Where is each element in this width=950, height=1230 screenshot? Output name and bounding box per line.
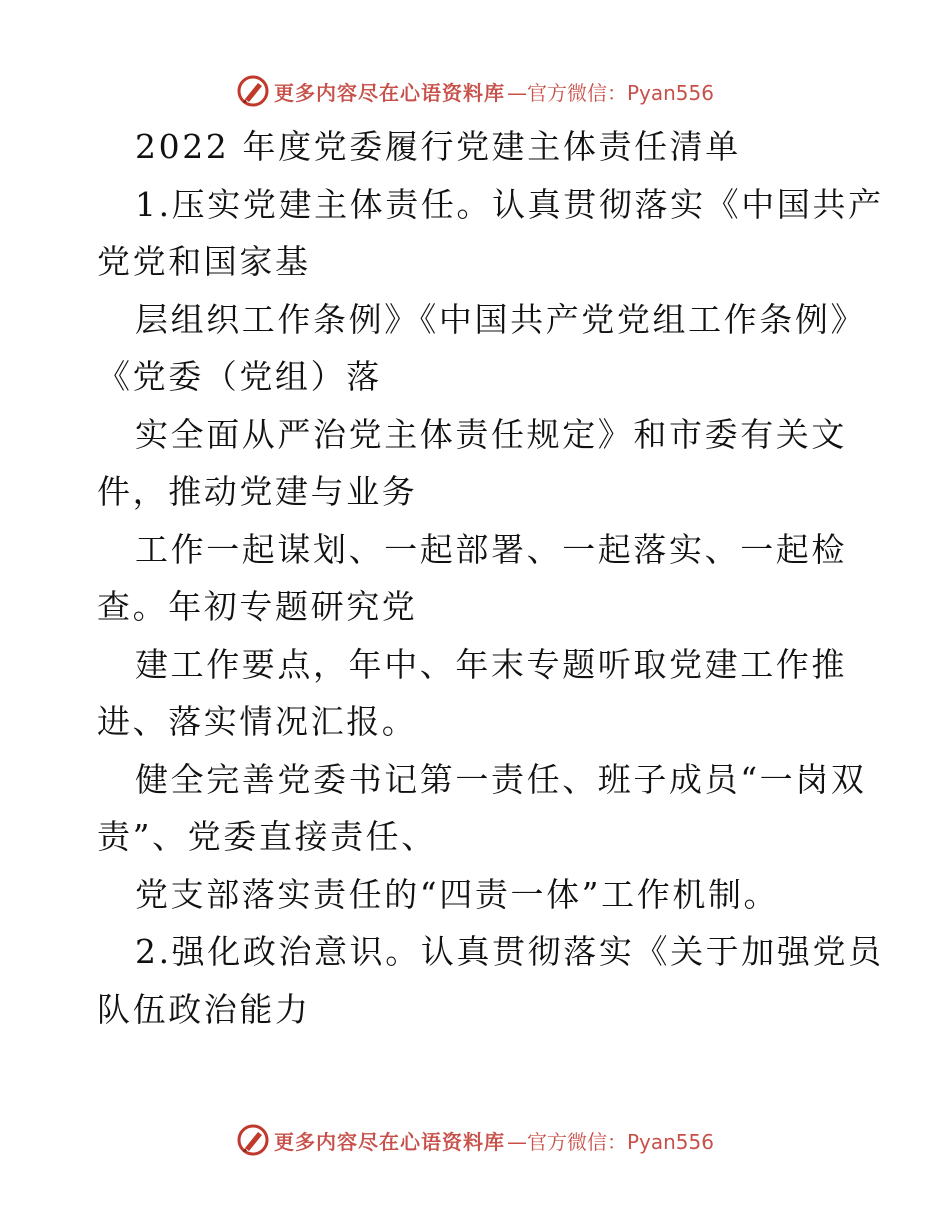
document-body xyxy=(97,118,884,1038)
watermark-contact: —官方微信：Pyan556 xyxy=(506,80,714,105)
doc-line: 党支部落实责任的“四责一体”工作机制。 xyxy=(135,874,780,914)
header-watermark xyxy=(0,74,950,108)
watermark-text: 更多内容尽在心语资料库 xyxy=(273,1129,505,1154)
doc-title: 2022 年度党委履行党建主体责任清单 xyxy=(135,127,741,166)
doc-line: 责”、党委直接责任、 xyxy=(97,817,437,856)
pen-logo-icon xyxy=(236,74,270,108)
pen-logo-icon xyxy=(236,1123,270,1157)
doc-line: 2.强化政治意识。认真贯彻落实《关于加强党员 xyxy=(135,932,884,971)
doc-line: 健全完善党委书记第一责任、班子成员“一岗双 xyxy=(135,759,867,799)
watermark-text: 更多内容尽在心语资料库 xyxy=(273,80,505,105)
watermark-contact: —官方微信：Pyan556 xyxy=(506,1129,714,1154)
doc-line: 1.压实党建主体责任。认真贯彻落实《中国共产 xyxy=(135,184,884,224)
footer-watermark xyxy=(0,1123,950,1157)
doc-line: 队伍政治能力 xyxy=(97,989,311,1029)
doc-line: 党党和国家基 xyxy=(97,242,311,281)
doc-line: 层组织工作条例》《中国共产党党组工作条例》 xyxy=(135,299,867,339)
doc-line: 进、落实情况汇报。 xyxy=(97,702,418,741)
doc-line: 查。年初专题研究党 xyxy=(97,587,418,626)
doc-line: 件，推动党建与业务 xyxy=(97,472,418,511)
doc-line: 《党委（党组）落 xyxy=(97,357,382,396)
doc-line: 建工作要点，年中、年末专题听取党建工作推 xyxy=(135,644,847,684)
doc-line: 工作一起谋划、一起部署、一起落实、一起检 xyxy=(135,529,847,569)
doc-line: 实全面从严治党主体责任规定》和市委有关文 xyxy=(135,414,847,454)
